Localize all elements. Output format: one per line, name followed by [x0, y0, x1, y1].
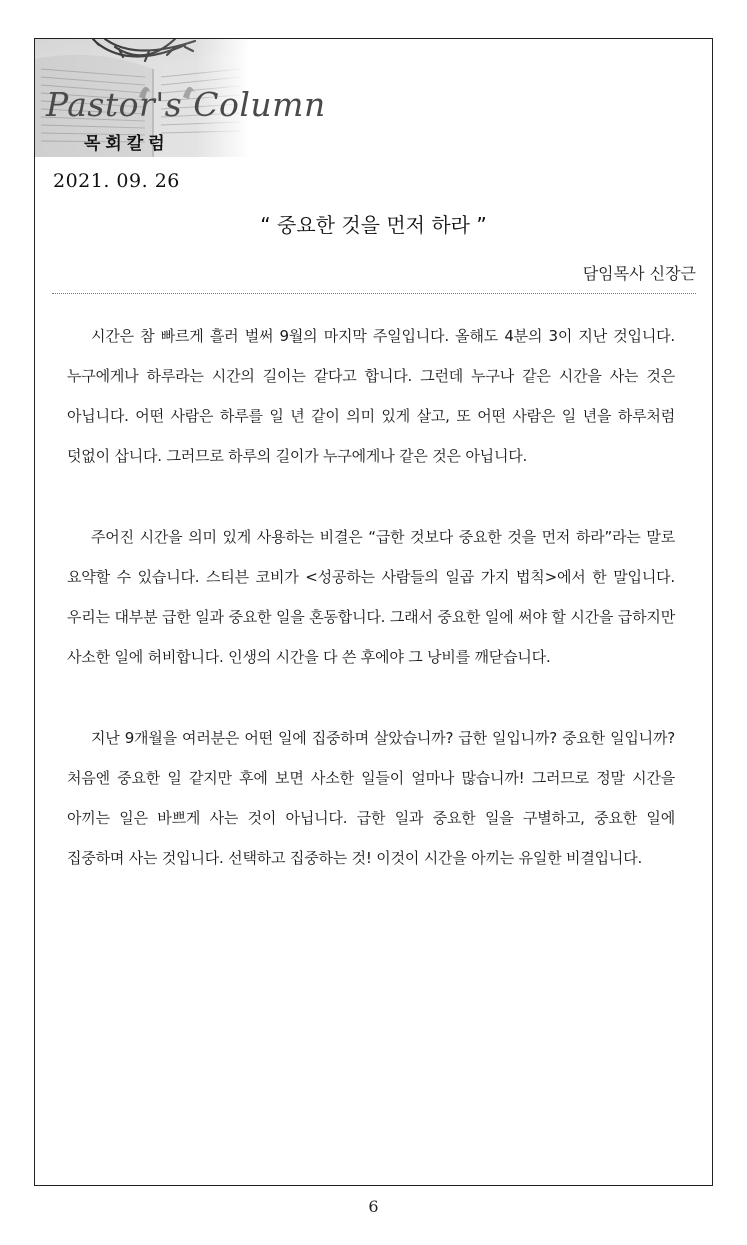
- column-title-english: Pastor's Column: [46, 85, 326, 124]
- column-headline: “ 중요한 것을 먼저 하라 ”: [260, 213, 487, 237]
- page-number: 6: [368, 1197, 379, 1216]
- header-banner: [35, 39, 712, 157]
- column-frame: [34, 38, 713, 1186]
- body-paragraph: 지난 9개월을 여러분은 어떤 일에 집중하며 살았습니까? 급한 일입니까? 중요한 일입니까? 처음엔 중요한 일 같지만 후에 보면 사소한 일들이 얼마나 많습니까! 그러므로 정말 시간을 아끼는 일은 바쁘게 사는 것이 아닙니다. 급한 일과 중요한 일을 구별하고, 중요한 일에 집중하며 사는 것입니다. 선택하고 집중하는 것! 이것이 시간을 아끼는 유일한 비결입니다.: [67, 729, 675, 867]
- column-date: 2021. 09. 26: [53, 170, 180, 192]
- dotted-separator: [52, 293, 696, 294]
- column-title-korean: 목회칼럼: [84, 134, 170, 154]
- body-paragraph: 주어진 시간을 의미 있게 사용하는 비결은 “급한 것보다 중요한 것을 먼저 하라”라는 말로 요약할 수 있습니다. 스티븐 코비가 <성공하는 사람들의 일곱 가지 법칙>에서 한 말입니다. 우리는 대부분 급한 일과 중요한 일을 혼동합니다. 그래서 중요한 일에 써야 할 시간을 급하지만 사소한 일에 허비합니다. 인생의 시간을 다 쓴 후에야 그 낭비를 깨닫습니다.: [67, 528, 675, 666]
- column-author: 담임목사 신장근: [582, 264, 696, 283]
- column-body: [67, 316, 675, 919]
- body-paragraph: 시간은 참 빠르게 흘러 벌써 9월의 마지막 주일입니다. 올해도 4분의 3이 지난 것입니다. 누구에게나 하루라는 시간의 길이는 같다고 합니다. 그런데 누구나 같은 시간을 사는 것은 아닙니다. 어떤 사람은 하루를 일 년 같이 의미 있게 살고, 또 어떤 사람은 일 년을 하루처럼 덧없이 삽니다. 그러므로 하루의 길이가 누구에게나 같은 것은 아닙니다.: [67, 327, 675, 465]
